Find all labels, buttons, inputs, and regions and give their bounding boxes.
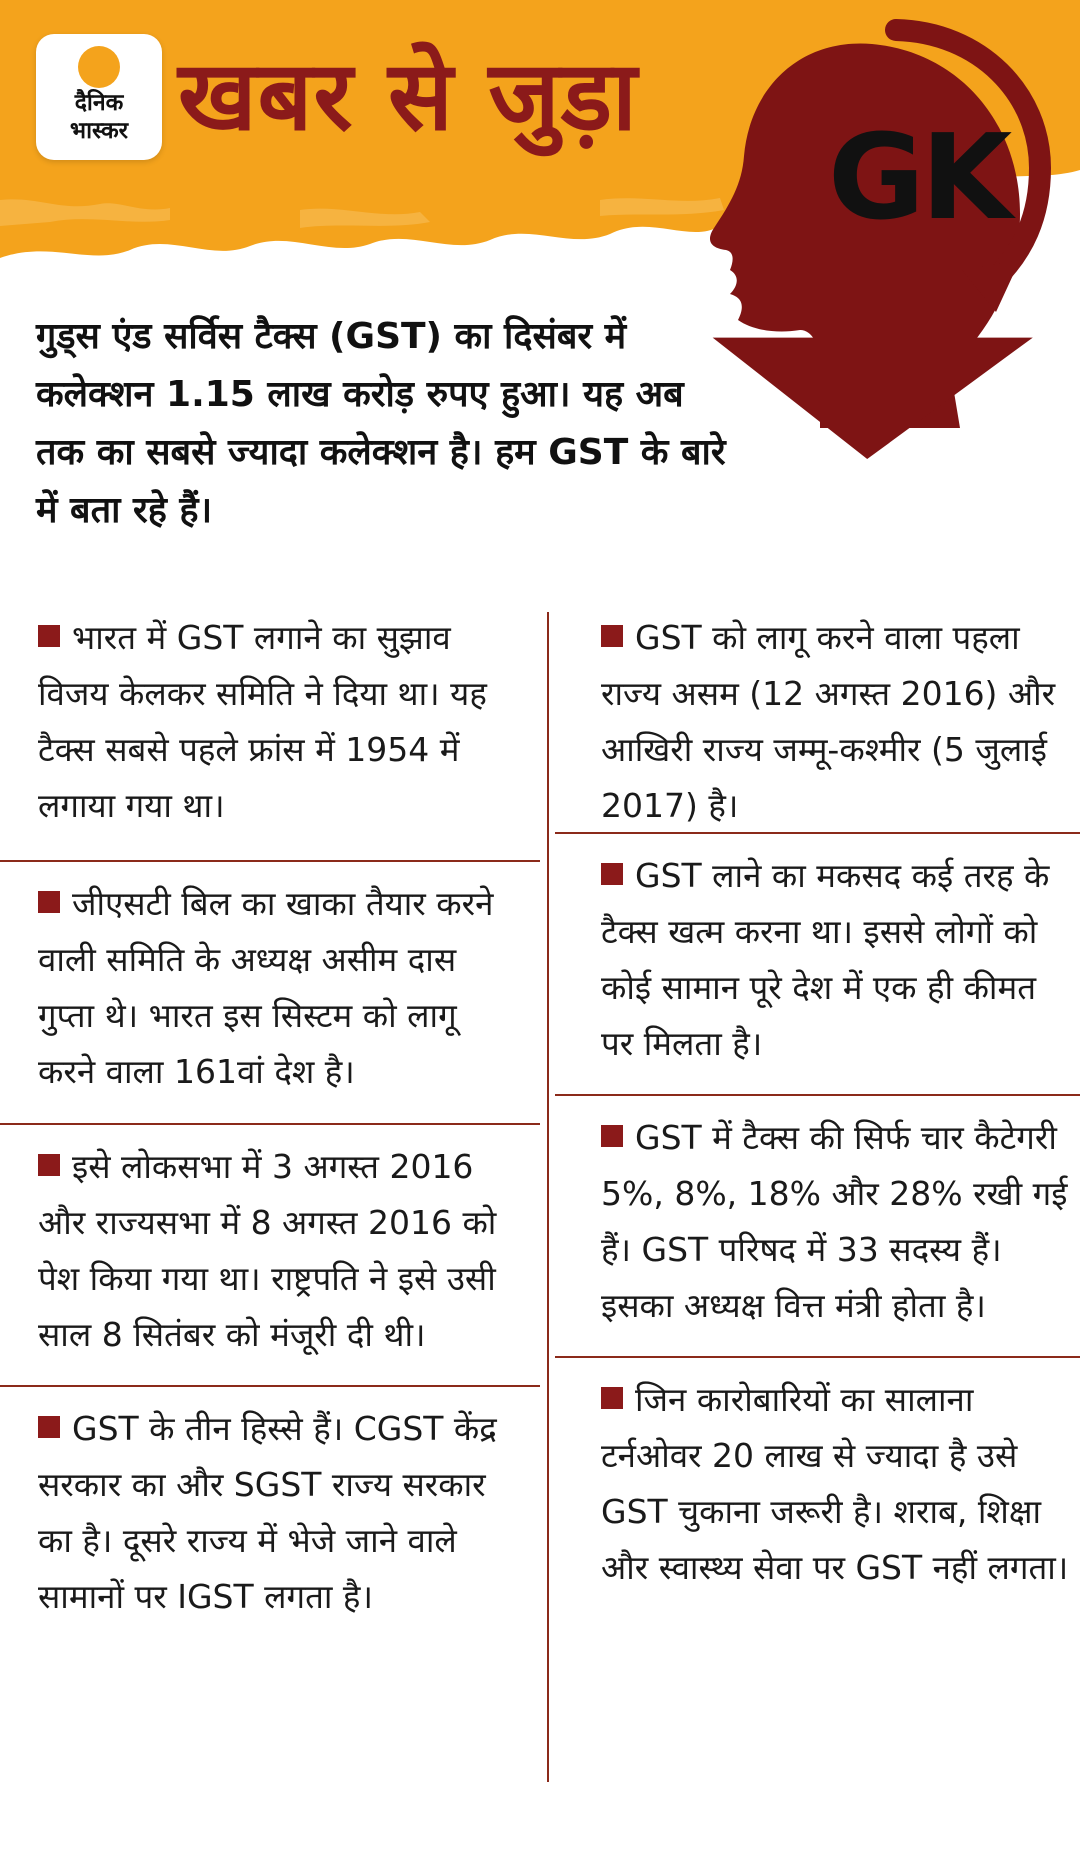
square-bullet-icon (601, 625, 623, 647)
headline: खबर से जुड़ा (178, 40, 638, 152)
fact-text: GST के तीन हिस्से हैं। CGST केंद्र सरकार का और SGST राज्य सरकार का है। दूसरे राज्य में भेजे जाने वाले सामानों पर IGST लगता है। (38, 1409, 497, 1616)
fact-item (555, 1358, 1080, 1658)
fact-item (0, 600, 540, 862)
square-bullet-icon (38, 891, 60, 913)
head-profile-icon (700, 8, 1060, 528)
fact-text: GST लाने का मकसद कई तरह के टैक्स खत्म करना था। इससे लोगों को कोई सामान पूरे देश में एक ही कीमत पर मिलता है। (601, 856, 1050, 1063)
fact-item (555, 834, 1080, 1096)
fact-item (555, 1096, 1080, 1358)
fact-item (0, 1125, 540, 1387)
fact-text: GST को लागू करने वाला पहला राज्य असम (12 अगस्त 2016) और आखिरी राज्य जम्मू-कश्मीर (5 जुलाई 2017) है। (601, 618, 1056, 825)
square-bullet-icon (601, 1125, 623, 1147)
fact-text: जिन कारोबारियों का सालाना टर्नओवर 20 लाख से ज्यादा है उसे GST चुकाना जरूरी है। शराब, शिक्षा और स्वास्थ्य सेवा पर GST नहीं लगता। (601, 1380, 1069, 1587)
fact-text: जीएसटी बिल का खाका तैयार करने वाली समिति के अध्यक्ष असीम दास गुप्ता थे। भारत इस सिस्टम को लागू करने वाला 161वां देश है। (38, 884, 494, 1091)
gk-badge: GK (828, 108, 1009, 246)
sun-icon (78, 46, 120, 88)
intro-paragraph: गुड्स एंड सर्विस टैक्स (GST) का दिसंबर में कलेक्शन 1.15 लाख करोड़ रुपए हुआ। यह अब तक का सबसे ज्यादा कलेक्शन है। हम GST के बारे में बता रहे हैं। (36, 316, 726, 531)
fact-text: GST में टैक्स की सिर्फ चार कैटेगरी 5%, 8%, 18% और 28% रखी गई हैं। GST परिषद में 33 सदस्य हैं। इसका अध्यक्ष वित्त मंत्री होता है। (601, 1118, 1068, 1325)
logo-text-line1: दैनिक (74, 90, 124, 116)
square-bullet-icon (601, 1387, 623, 1409)
fact-text: भारत में GST लगाने का सुझाव विजय केलकर समिति ने दिया था। यह टैक्स सबसे पहले फ्रांस में 1954 में लगाया गया था। (38, 618, 487, 825)
fact-item (555, 600, 1080, 834)
logo-text-line2: भास्कर (69, 118, 129, 144)
column-divider (547, 612, 549, 1782)
left-column (0, 600, 540, 1687)
fact-text: इसे लोकसभा में 3 अगस्त 2016 और राज्यसभा में 8 अगस्त 2016 को पेश किया गया था। राष्ट्रपति ने इसे उसी साल 8 सितंबर को मंजूरी दी थी। (38, 1147, 497, 1354)
fact-item (0, 862, 540, 1125)
right-column (555, 600, 1080, 1658)
square-bullet-icon (38, 1154, 60, 1176)
square-bullet-icon (38, 1416, 60, 1438)
square-bullet-icon (38, 625, 60, 647)
square-bullet-icon (601, 863, 623, 885)
fact-item (0, 1387, 540, 1687)
dainik-bhaskar-logo (36, 34, 162, 160)
